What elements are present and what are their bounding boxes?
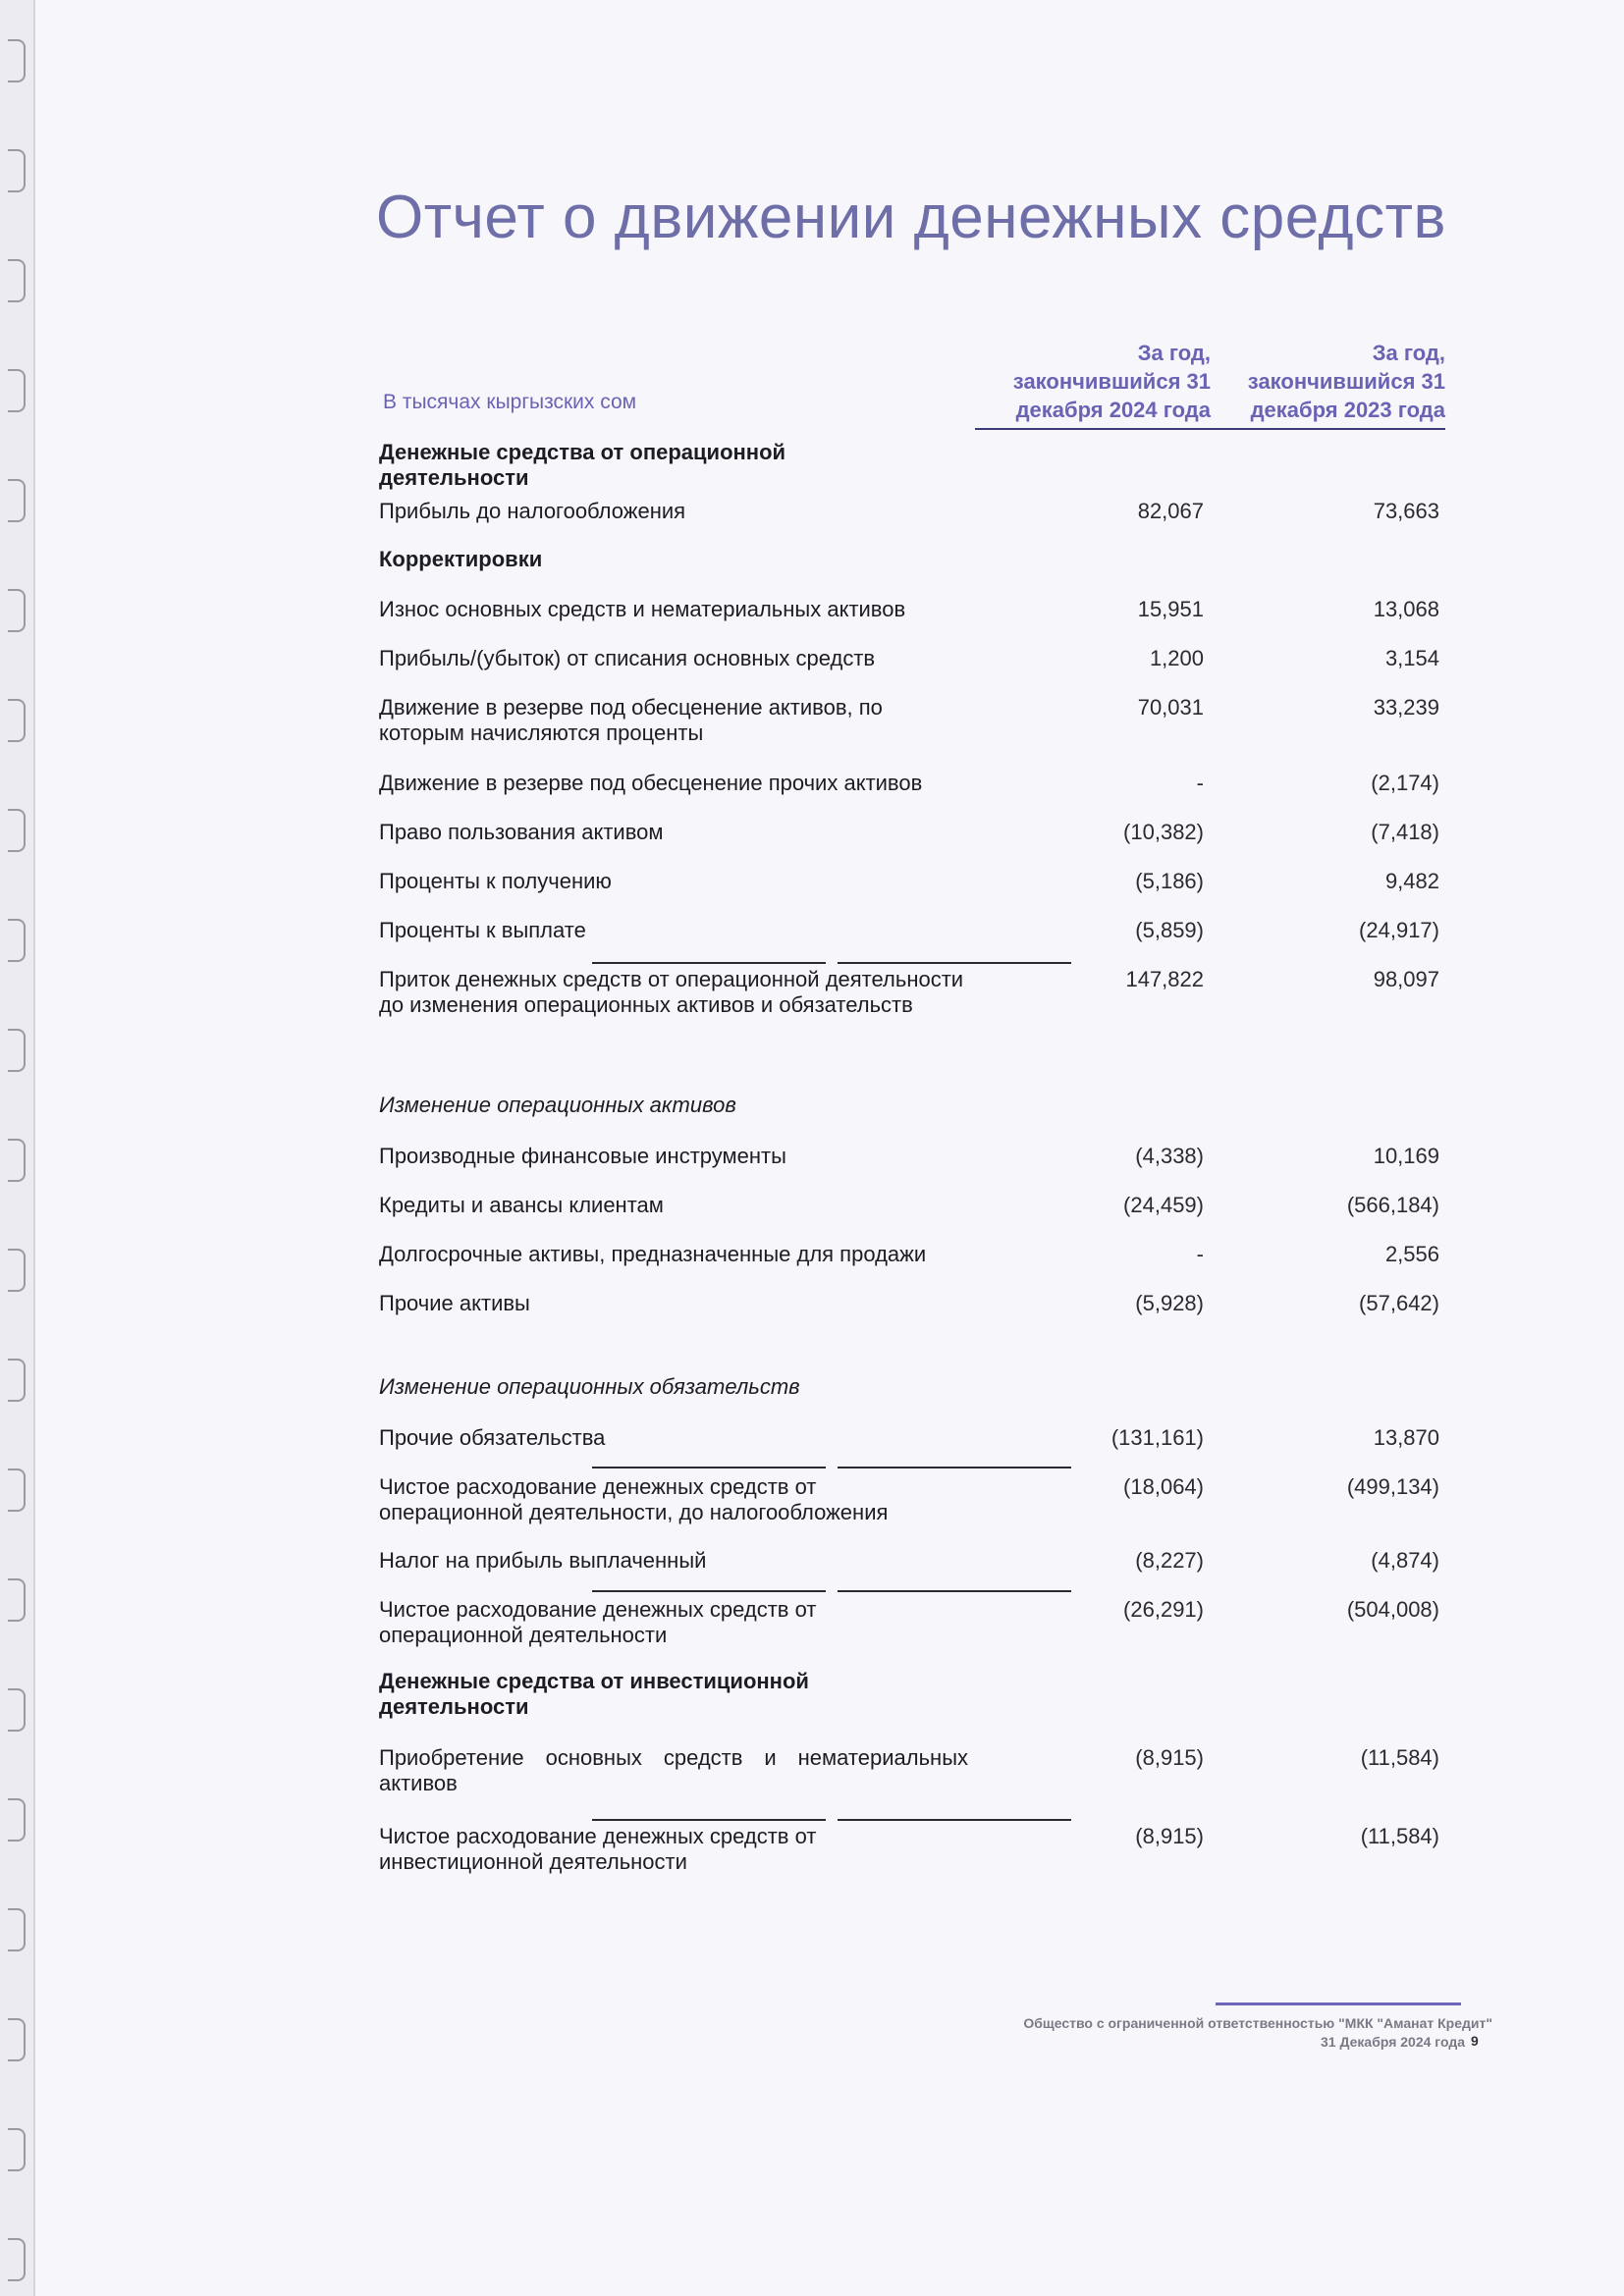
total-rule bbox=[838, 1590, 1071, 1592]
value-2023: 13,068 bbox=[1373, 597, 1439, 621]
value-2024: 147,822 bbox=[1125, 967, 1204, 991]
value-2023: (11,584) bbox=[1360, 1745, 1439, 1770]
value-2024: (10,382) bbox=[1123, 820, 1204, 844]
row-label: Движение в резерве под обесценение прочих активов bbox=[379, 771, 923, 795]
value-2023: (4,874) bbox=[1371, 1548, 1439, 1573]
value-2023: 2,556 bbox=[1384, 1242, 1439, 1266]
subtotal-rule bbox=[592, 1467, 826, 1468]
binding-strip bbox=[0, 0, 35, 2296]
footer-date: 31 Декабря 2024 года bbox=[1321, 2034, 1465, 2050]
binding-ring bbox=[8, 1578, 26, 1622]
row-label: Производные финансовые инструменты bbox=[379, 1144, 786, 1168]
row-label: Чистое расходование денежных средств от инвестиционной деятельности bbox=[379, 1824, 817, 1874]
binding-ring bbox=[8, 2238, 26, 2281]
page-number: 9 bbox=[1471, 2033, 1479, 2049]
value-2024: (8,915) bbox=[1135, 1824, 1204, 1848]
row-label: Право пользования активом bbox=[379, 820, 664, 844]
row-label: Денежные средства от операционной деятельности bbox=[379, 440, 786, 490]
value-2024: 1,200 bbox=[1149, 646, 1204, 670]
binding-ring bbox=[8, 1798, 26, 1842]
binding-ring bbox=[8, 919, 26, 962]
row-label: Чистое расходование денежных средств от операционной деятельности bbox=[379, 1597, 817, 1647]
row-label: Денежные средства от инвестиционной деятельности bbox=[379, 1669, 809, 1719]
value-2024: (4,338) bbox=[1135, 1144, 1204, 1168]
value-2024: (26,291) bbox=[1123, 1597, 1204, 1622]
binding-ring bbox=[8, 1249, 26, 1292]
row-label: Чистое расходование денежных средств от операционной деятельности, до налогообложения bbox=[379, 1474, 889, 1524]
row-label: Проценты к получению bbox=[379, 869, 612, 893]
value-2023: (499,134) bbox=[1346, 1474, 1439, 1499]
row-label: Прибыль/(убыток) от списания основных средств bbox=[379, 646, 876, 670]
value-2023: 98,097 bbox=[1373, 967, 1439, 991]
value-2023: (57,642) bbox=[1359, 1291, 1439, 1315]
total-rule bbox=[838, 1819, 1071, 1821]
value-2024: 15,951 bbox=[1137, 597, 1204, 621]
value-2024: - bbox=[1196, 771, 1204, 795]
binding-ring bbox=[8, 1468, 26, 1512]
value-2023: 13,870 bbox=[1373, 1425, 1439, 1450]
value-2024: (5,186) bbox=[1135, 869, 1204, 893]
footer bbox=[943, 2014, 1492, 2052]
value-2023: (11,584) bbox=[1360, 1824, 1439, 1848]
value-2023: 9,482 bbox=[1384, 869, 1439, 893]
value-2023: 3,154 bbox=[1384, 646, 1439, 670]
row-label: Прочие активы bbox=[379, 1291, 530, 1315]
value-2024: (8,227) bbox=[1135, 1548, 1204, 1573]
units-header: В тысячах кыргызских сом bbox=[383, 391, 637, 413]
row-label: Изменение операционных обязательств bbox=[379, 1374, 800, 1399]
value-2024: 70,031 bbox=[1137, 695, 1204, 720]
value-2024: (131,161) bbox=[1110, 1425, 1204, 1450]
row-label: Изменение операционных активов bbox=[379, 1093, 736, 1117]
value-2023: 33,239 bbox=[1373, 695, 1439, 720]
subtotal-rule bbox=[592, 962, 826, 964]
value-2023: (2,174) bbox=[1371, 771, 1439, 795]
value-2024: (8,915) bbox=[1135, 1745, 1204, 1770]
binding-ring bbox=[8, 369, 26, 412]
binding-ring bbox=[8, 259, 26, 302]
binding-ring bbox=[8, 589, 26, 632]
subtotal-rule bbox=[838, 1467, 1071, 1468]
column-header-2023: За год, закончившийся 31 декабря 2023 года bbox=[1210, 339, 1445, 430]
binding-ring bbox=[8, 2128, 26, 2171]
value-2023: (24,917) bbox=[1359, 918, 1439, 942]
binding-ring bbox=[8, 479, 26, 522]
footer-rule bbox=[1216, 2002, 1461, 2005]
value-2024: (24,459) bbox=[1123, 1193, 1204, 1217]
row-label: Приток денежных средств от операционной деятельности до изменения операционных активов и обязательств bbox=[379, 967, 964, 1017]
value-2024: - bbox=[1196, 1242, 1204, 1266]
total-rule bbox=[592, 1819, 826, 1821]
row-label: Кредиты и авансы клиентам bbox=[379, 1193, 664, 1217]
value-2024: 82,067 bbox=[1137, 499, 1204, 523]
footer-company: Общество с ограниченной ответственностью "МКК "Аманат Кредит" bbox=[1023, 2015, 1492, 2031]
value-2023: (7,418) bbox=[1371, 820, 1439, 844]
value-2024: (5,928) bbox=[1135, 1291, 1204, 1315]
row-label: Долгосрочные активы, предназначенные для продажи bbox=[379, 1242, 927, 1266]
value-2023: 73,663 bbox=[1373, 499, 1439, 523]
binding-ring bbox=[8, 1688, 26, 1732]
binding-ring bbox=[8, 699, 26, 742]
binding-ring bbox=[8, 1908, 26, 1951]
binding-ring bbox=[8, 2018, 26, 2061]
binding-ring bbox=[8, 1029, 26, 1072]
row-label: Прибыль до налогообложения bbox=[379, 499, 686, 523]
binding-ring bbox=[8, 1139, 26, 1182]
row-label: Налог на прибыль выплаченный bbox=[379, 1548, 707, 1573]
row-label: Приобретение основных средств и нематериальных активов bbox=[379, 1745, 968, 1795]
row-label: Износ основных средств и нематериальных активов bbox=[379, 597, 906, 621]
binding-ring bbox=[8, 39, 26, 82]
value-2024: (18,064) bbox=[1123, 1474, 1204, 1499]
binding-ring bbox=[8, 1359, 26, 1402]
page-title: Отчет о движении денежных средств bbox=[376, 184, 1446, 251]
binding-ring bbox=[8, 809, 26, 852]
value-2023: (504,008) bbox=[1346, 1597, 1439, 1622]
subtotal-rule bbox=[838, 962, 1071, 964]
value-2023: 10,169 bbox=[1373, 1144, 1439, 1168]
binding-ring bbox=[8, 149, 26, 192]
row-label: Прочие обязательства bbox=[379, 1425, 606, 1450]
total-rule bbox=[592, 1590, 826, 1592]
column-header-2024: За год, закончившийся 31 декабря 2024 года bbox=[975, 339, 1211, 430]
row-label: Корректировки bbox=[379, 547, 543, 571]
value-2023: (566,184) bbox=[1346, 1193, 1439, 1217]
value-2024: (5,859) bbox=[1135, 918, 1204, 942]
row-label: Проценты к выплате bbox=[379, 918, 586, 942]
row-label: Движение в резерве под обесценение активов, по которым начисляются проценты bbox=[379, 695, 883, 745]
